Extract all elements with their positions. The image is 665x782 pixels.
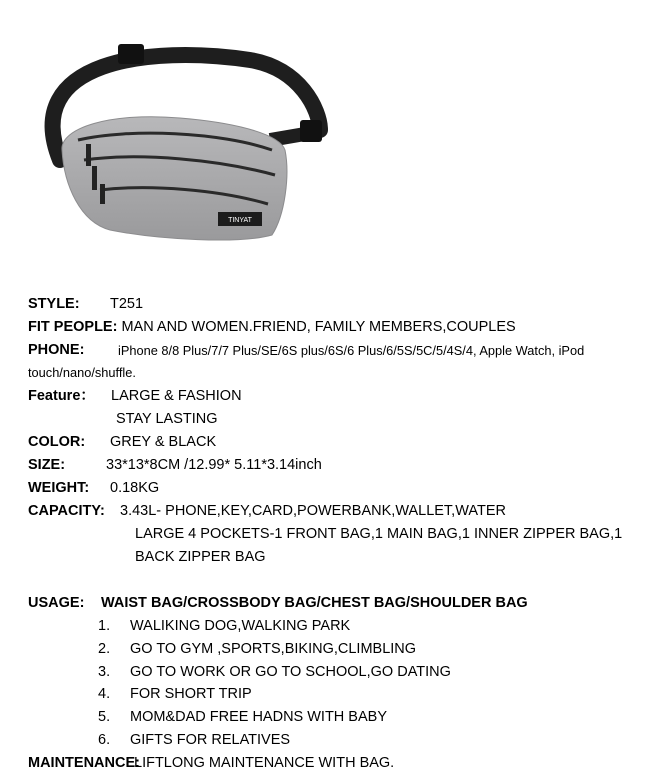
size-label: SIZE: — [28, 457, 66, 473]
usage-item — [98, 685, 252, 703]
size-row — [28, 456, 322, 474]
usage-item — [98, 731, 291, 749]
usage-item-num: 5. — [98, 709, 111, 725]
weight-row — [28, 479, 160, 497]
phone-value-1: iPhone 8/8 Plus/7/7 Plus/SE/6S plus/6S/6 Plus/6/5S/5C/5/4S/4, Apple Watch, iPod — [118, 343, 585, 358]
product-image — [0, 0, 665, 270]
phone-label: PHONE: — [28, 342, 85, 358]
usage-item — [98, 708, 387, 726]
style-value: T251 — [110, 296, 144, 312]
fit-people-value: MAN AND WOMEN.FRIEND, FAMILY MEMBERS,COUPLES — [121, 319, 516, 335]
capacity-value-1: 3.43L- PHONE,KEY,CARD,POWERBANK,WALLET,WATER — [120, 503, 506, 519]
brand-logo: TINYAT — [228, 217, 252, 224]
style-label: STYLE: — [28, 296, 80, 312]
weight-value: 0.18KG — [110, 480, 160, 496]
usage-item-num: 4. — [98, 686, 111, 702]
maintenance-value: LIFTLONG MAINTENANCE WITH BAG. — [134, 755, 395, 771]
feature-label: Feature： — [28, 388, 95, 404]
color-value: GREY & BLACK — [110, 434, 217, 450]
feature-row — [28, 387, 242, 405]
buckle-left — [118, 44, 144, 64]
usage-item-text: GIFTS FOR RELATIVES — [130, 732, 291, 748]
usage-label: USAGE: — [28, 595, 85, 611]
size-value: 33*13*8CM /12.99* 5.11*3.14inch — [106, 457, 322, 473]
usage-item-text: GO TO WORK OR GO TO SCHOOL,GO DATING — [130, 664, 451, 680]
weight-label: WEIGHT: — [28, 480, 90, 496]
usage-value: WAIST BAG/CROSSBODY BAG/CHEST BAG/SHOULDER BAG — [101, 595, 528, 611]
capacity-label: CAPACITY: — [28, 503, 105, 519]
feature-value-1: LARGE & FASHION — [111, 388, 242, 404]
phone-row — [28, 341, 585, 359]
capacity-value-2: LARGE 4 POCKETS-1 FRONT BAG,1 MAIN BAG,1 INNER ZIPPER BAG,1 — [135, 526, 623, 542]
usage-item-num: 2. — [98, 641, 111, 657]
color-label: COLOR: — [28, 434, 86, 450]
usage-item-text: MOM&DAD FREE HADNS WITH BABY — [130, 709, 387, 725]
feature-value-2: STAY LASTING — [116, 411, 218, 427]
usage-item-text: WALIKING DOG,WALKING PARK — [130, 618, 351, 634]
usage-item-num: 3. — [98, 664, 111, 680]
fit-people-row — [28, 318, 516, 336]
usage-item-num: 1. — [98, 618, 111, 634]
usage-item-num: 6. — [98, 732, 111, 748]
phone-value-2: touch/nano/shuffle. — [28, 365, 136, 380]
usage-item — [98, 617, 351, 635]
fit-people-label: FIT PEOPLE: — [28, 319, 118, 335]
maintenance-label: MAINTENANCE: — [28, 755, 140, 771]
capacity-value-3: BACK ZIPPER BAG — [135, 549, 266, 565]
capacity-row — [28, 502, 506, 520]
usage-item — [98, 640, 417, 658]
usage-item-text: GO TO GYM ,SPORTS,BIKING,CLIMBLING — [130, 641, 417, 657]
usage-item-text: FOR SHORT TRIP — [130, 686, 252, 702]
style-row — [28, 295, 144, 313]
usage-row — [28, 594, 528, 612]
maintenance-row — [28, 754, 395, 772]
usage-item — [98, 663, 451, 681]
color-row — [28, 433, 217, 451]
buckle-right — [300, 120, 322, 142]
